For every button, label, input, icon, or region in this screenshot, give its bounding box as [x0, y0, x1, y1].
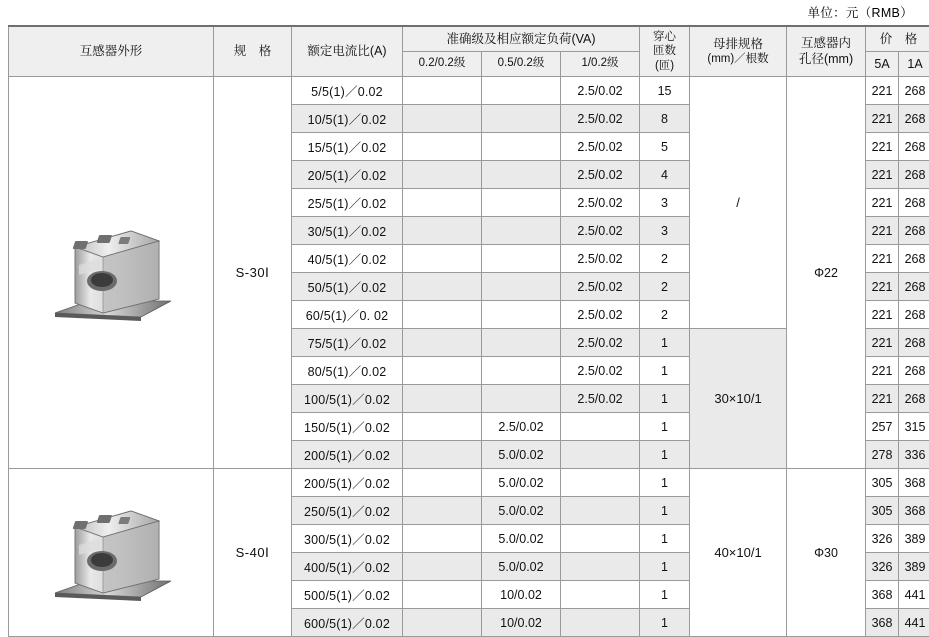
- cell-turns: 1: [640, 329, 690, 357]
- cell-accuracy-02: [403, 301, 482, 329]
- header-bus-line2: (mm)／根数: [690, 52, 786, 66]
- cell-current-ratio: 5/5(1)／0.02: [292, 77, 403, 105]
- cell-accuracy-02: [403, 105, 482, 133]
- cell-turns: 8: [640, 105, 690, 133]
- cell-current-ratio: 75/5(1)／0.02: [292, 329, 403, 357]
- cell-accuracy-05: [482, 245, 561, 273]
- cell-accuracy-1: 2.5/0.02: [561, 161, 640, 189]
- cell-price-1a: 268: [899, 77, 929, 105]
- cell-price-5a: 326: [866, 525, 899, 553]
- cell-turns: 3: [640, 189, 690, 217]
- cell-current-ratio: 50/5(1)／0.02: [292, 273, 403, 301]
- cell-price-5a: 368: [866, 609, 899, 637]
- cell-price-1a: 268: [899, 357, 929, 385]
- cell-accuracy-1: 2.5/0.02: [561, 217, 640, 245]
- cell-accuracy-05: 5.0/0.02: [482, 441, 561, 469]
- header-accuracy-group: 准确级及相应额定负荷(VA): [403, 26, 640, 52]
- cell-price-5a: 221: [866, 161, 899, 189]
- cell-accuracy-1: [561, 525, 640, 553]
- cell-price-1a: 268: [899, 301, 929, 329]
- cell-turns: 5: [640, 133, 690, 161]
- cell-accuracy-05: [482, 133, 561, 161]
- cell-price-5a: 221: [866, 329, 899, 357]
- cell-accuracy-05: [482, 385, 561, 413]
- cell-turns: 1: [640, 469, 690, 497]
- cell-current-ratio: 500/5(1)／0.02: [292, 581, 403, 609]
- cell-accuracy-1: 2.5/0.02: [561, 77, 640, 105]
- table-row: [9, 77, 929, 105]
- cell-accuracy-1: 2.5/0.02: [561, 357, 640, 385]
- cell-turns: 2: [640, 273, 690, 301]
- cell-accuracy-02: [403, 525, 482, 553]
- header-model: 规 格: [214, 26, 292, 77]
- cell-current-ratio: 200/5(1)／0.02: [292, 469, 403, 497]
- transformer-illustration: [45, 217, 177, 329]
- header-bus-spec: [690, 26, 787, 77]
- header-turns: [640, 26, 690, 77]
- cell-accuracy-1: [561, 581, 640, 609]
- cell-accuracy-02: [403, 329, 482, 357]
- cell-accuracy-02: [403, 581, 482, 609]
- cell-price-1a: 268: [899, 105, 929, 133]
- header-bus-line1: 母排规格: [690, 37, 786, 53]
- cell-turns: 1: [640, 441, 690, 469]
- cell-current-ratio: 40/5(1)／0.02: [292, 245, 403, 273]
- cell-accuracy-02: [403, 413, 482, 441]
- cell-current-ratio: 30/5(1)／0.02: [292, 217, 403, 245]
- cell-price-1a: 268: [899, 273, 929, 301]
- cell-turns: 1: [640, 385, 690, 413]
- cell-current-ratio: 400/5(1)／0.02: [292, 553, 403, 581]
- cell-hole-diameter: Φ22: [787, 77, 866, 469]
- header-ratio: 额定电流比(A): [292, 26, 403, 77]
- cell-current-ratio: 80/5(1)／0.02: [292, 357, 403, 385]
- cell-bus-spec: 40×10/1: [690, 469, 787, 637]
- cell-price-1a: 389: [899, 553, 929, 581]
- cell-accuracy-1: 2.5/0.02: [561, 105, 640, 133]
- cell-accuracy-05: [482, 161, 561, 189]
- cell-price-5a: 221: [866, 385, 899, 413]
- transformer-illustration: [45, 497, 177, 609]
- header-row-1: [9, 26, 929, 52]
- cell-current-ratio: 20/5(1)／0.02: [292, 161, 403, 189]
- cell-price-5a: 326: [866, 553, 899, 581]
- cell-accuracy-05: 5.0/0.02: [482, 497, 561, 525]
- cell-price-1a: 389: [899, 525, 929, 553]
- cell-price-1a: 368: [899, 497, 929, 525]
- cell-price-5a: 368: [866, 581, 899, 609]
- cell-accuracy-05: 5.0/0.02: [482, 525, 561, 553]
- cell-accuracy-02: [403, 609, 482, 637]
- cell-accuracy-05: [482, 329, 561, 357]
- cell-accuracy-1: [561, 469, 640, 497]
- cell-current-ratio: 60/5(1)／0. 02: [292, 301, 403, 329]
- cell-accuracy-02: [403, 469, 482, 497]
- cell-price-1a: 268: [899, 133, 929, 161]
- cell-price-1a: 268: [899, 217, 929, 245]
- cell-accuracy-1: 2.5/0.02: [561, 245, 640, 273]
- cell-current-ratio: 200/5(1)／0.02: [292, 441, 403, 469]
- cell-price-5a: 221: [866, 133, 899, 161]
- cell-accuracy-05: 2.5/0.02: [482, 413, 561, 441]
- cell-accuracy-02: [403, 133, 482, 161]
- table-body: [9, 77, 929, 637]
- cell-current-ratio: 25/5(1)／0.02: [292, 189, 403, 217]
- header-hole-line2: 孔径(mm): [787, 52, 865, 68]
- cell-turns: 1: [640, 413, 690, 441]
- cell-price-5a: 221: [866, 245, 899, 273]
- cell-accuracy-02: [403, 497, 482, 525]
- cell-accuracy-02: [403, 217, 482, 245]
- header-turns-line2: 匝数: [640, 44, 689, 58]
- cell-price-1a: 441: [899, 609, 929, 637]
- cell-price-5a: 221: [866, 301, 899, 329]
- header-acc-05: 0.5/0.2级: [482, 52, 561, 77]
- cell-price-1a: 268: [899, 161, 929, 189]
- cell-accuracy-1: 2.5/0.02: [561, 273, 640, 301]
- cell-price-1a: 336: [899, 441, 929, 469]
- cell-current-ratio: 600/5(1)／0.02: [292, 609, 403, 637]
- cell-price-5a: 305: [866, 497, 899, 525]
- cell-current-ratio: 100/5(1)／0.02: [292, 385, 403, 413]
- header-turns-line3: (匝): [640, 59, 689, 73]
- cell-accuracy-1: 2.5/0.02: [561, 301, 640, 329]
- cell-turns: 1: [640, 497, 690, 525]
- cell-accuracy-02: [403, 441, 482, 469]
- cell-price-5a: 305: [866, 469, 899, 497]
- cell-price-5a: 221: [866, 105, 899, 133]
- cell-accuracy-05: [482, 301, 561, 329]
- cell-turns: 3: [640, 217, 690, 245]
- cell-turns: 2: [640, 245, 690, 273]
- cell-price-1a: 268: [899, 329, 929, 357]
- header-hole-line1: 互感器内: [787, 36, 865, 52]
- cell-accuracy-1: [561, 497, 640, 525]
- unit-note: 单位：元（RMB）: [8, 0, 921, 25]
- cell-turns: 4: [640, 161, 690, 189]
- cell-accuracy-1: 2.5/0.02: [561, 189, 640, 217]
- header-shape: 互感器外形: [9, 26, 214, 77]
- header-acc-02: 0.2/0.2级: [403, 52, 482, 77]
- header-hole-dia: [787, 26, 866, 77]
- cell-hole-diameter: Φ30: [787, 469, 866, 637]
- cell-accuracy-1: [561, 609, 640, 637]
- header-price-1a: 1A: [899, 52, 929, 77]
- cell-price-1a: 441: [899, 581, 929, 609]
- cell-accuracy-05: 10/0.02: [482, 609, 561, 637]
- table-row: [9, 469, 929, 497]
- cell-accuracy-1: 2.5/0.02: [561, 329, 640, 357]
- cell-accuracy-02: [403, 385, 482, 413]
- cell-price-5a: 221: [866, 273, 899, 301]
- cell-price-5a: 221: [866, 189, 899, 217]
- specification-table: [8, 25, 929, 637]
- cell-bus-spec: 30×10/1: [690, 329, 787, 469]
- header-turns-line1: 穿心: [640, 30, 689, 44]
- cell-turns: 15: [640, 77, 690, 105]
- model-cell: S-30Ⅰ: [214, 77, 292, 469]
- cell-accuracy-02: [403, 245, 482, 273]
- cell-accuracy-05: [482, 77, 561, 105]
- cell-accuracy-1: 2.5/0.02: [561, 385, 640, 413]
- cell-current-ratio: 10/5(1)／0.02: [292, 105, 403, 133]
- header-price-group: 价 格: [866, 26, 929, 52]
- cell-accuracy-02: [403, 553, 482, 581]
- cell-current-ratio: 150/5(1)／0.02: [292, 413, 403, 441]
- cell-price-5a: 221: [866, 357, 899, 385]
- cell-accuracy-05: [482, 189, 561, 217]
- cell-current-ratio: 250/5(1)／0.02: [292, 497, 403, 525]
- cell-accuracy-05: [482, 357, 561, 385]
- table-header: [9, 26, 929, 77]
- cell-accuracy-02: [403, 357, 482, 385]
- cell-turns: 1: [640, 525, 690, 553]
- cell-price-1a: 368: [899, 469, 929, 497]
- current-transformer-s40: [9, 469, 214, 637]
- current-transformer-s30: [9, 77, 214, 469]
- cell-price-1a: 268: [899, 245, 929, 273]
- cell-price-5a: 221: [866, 217, 899, 245]
- cell-accuracy-02: [403, 189, 482, 217]
- cell-accuracy-05: 10/0.02: [482, 581, 561, 609]
- cell-accuracy-1: [561, 553, 640, 581]
- cell-price-1a: 268: [899, 385, 929, 413]
- cell-turns: 1: [640, 581, 690, 609]
- cell-bus-spec: /: [690, 77, 787, 329]
- cell-price-5a: 221: [866, 77, 899, 105]
- cell-accuracy-05: [482, 105, 561, 133]
- cell-current-ratio: 15/5(1)／0.02: [292, 133, 403, 161]
- cell-accuracy-1: [561, 441, 640, 469]
- cell-turns: 1: [640, 553, 690, 581]
- cell-turns: 1: [640, 609, 690, 637]
- cell-accuracy-05: [482, 273, 561, 301]
- cell-turns: 1: [640, 357, 690, 385]
- cell-accuracy-1: [561, 413, 640, 441]
- cell-accuracy-02: [403, 273, 482, 301]
- cell-accuracy-05: 5.0/0.02: [482, 469, 561, 497]
- model-cell: S-40Ⅰ: [214, 469, 292, 637]
- cell-current-ratio: 300/5(1)／0.02: [292, 525, 403, 553]
- cell-accuracy-02: [403, 161, 482, 189]
- cell-accuracy-05: [482, 217, 561, 245]
- cell-turns: 2: [640, 301, 690, 329]
- cell-price-1a: 315: [899, 413, 929, 441]
- header-acc-1: 1/0.2级: [561, 52, 640, 77]
- cell-accuracy-02: [403, 77, 482, 105]
- cell-accuracy-05: 5.0/0.02: [482, 553, 561, 581]
- cell-price-5a: 257: [866, 413, 899, 441]
- cell-price-1a: 268: [899, 189, 929, 217]
- cell-accuracy-1: 2.5/0.02: [561, 133, 640, 161]
- cell-price-5a: 278: [866, 441, 899, 469]
- header-price-5a: 5A: [866, 52, 899, 77]
